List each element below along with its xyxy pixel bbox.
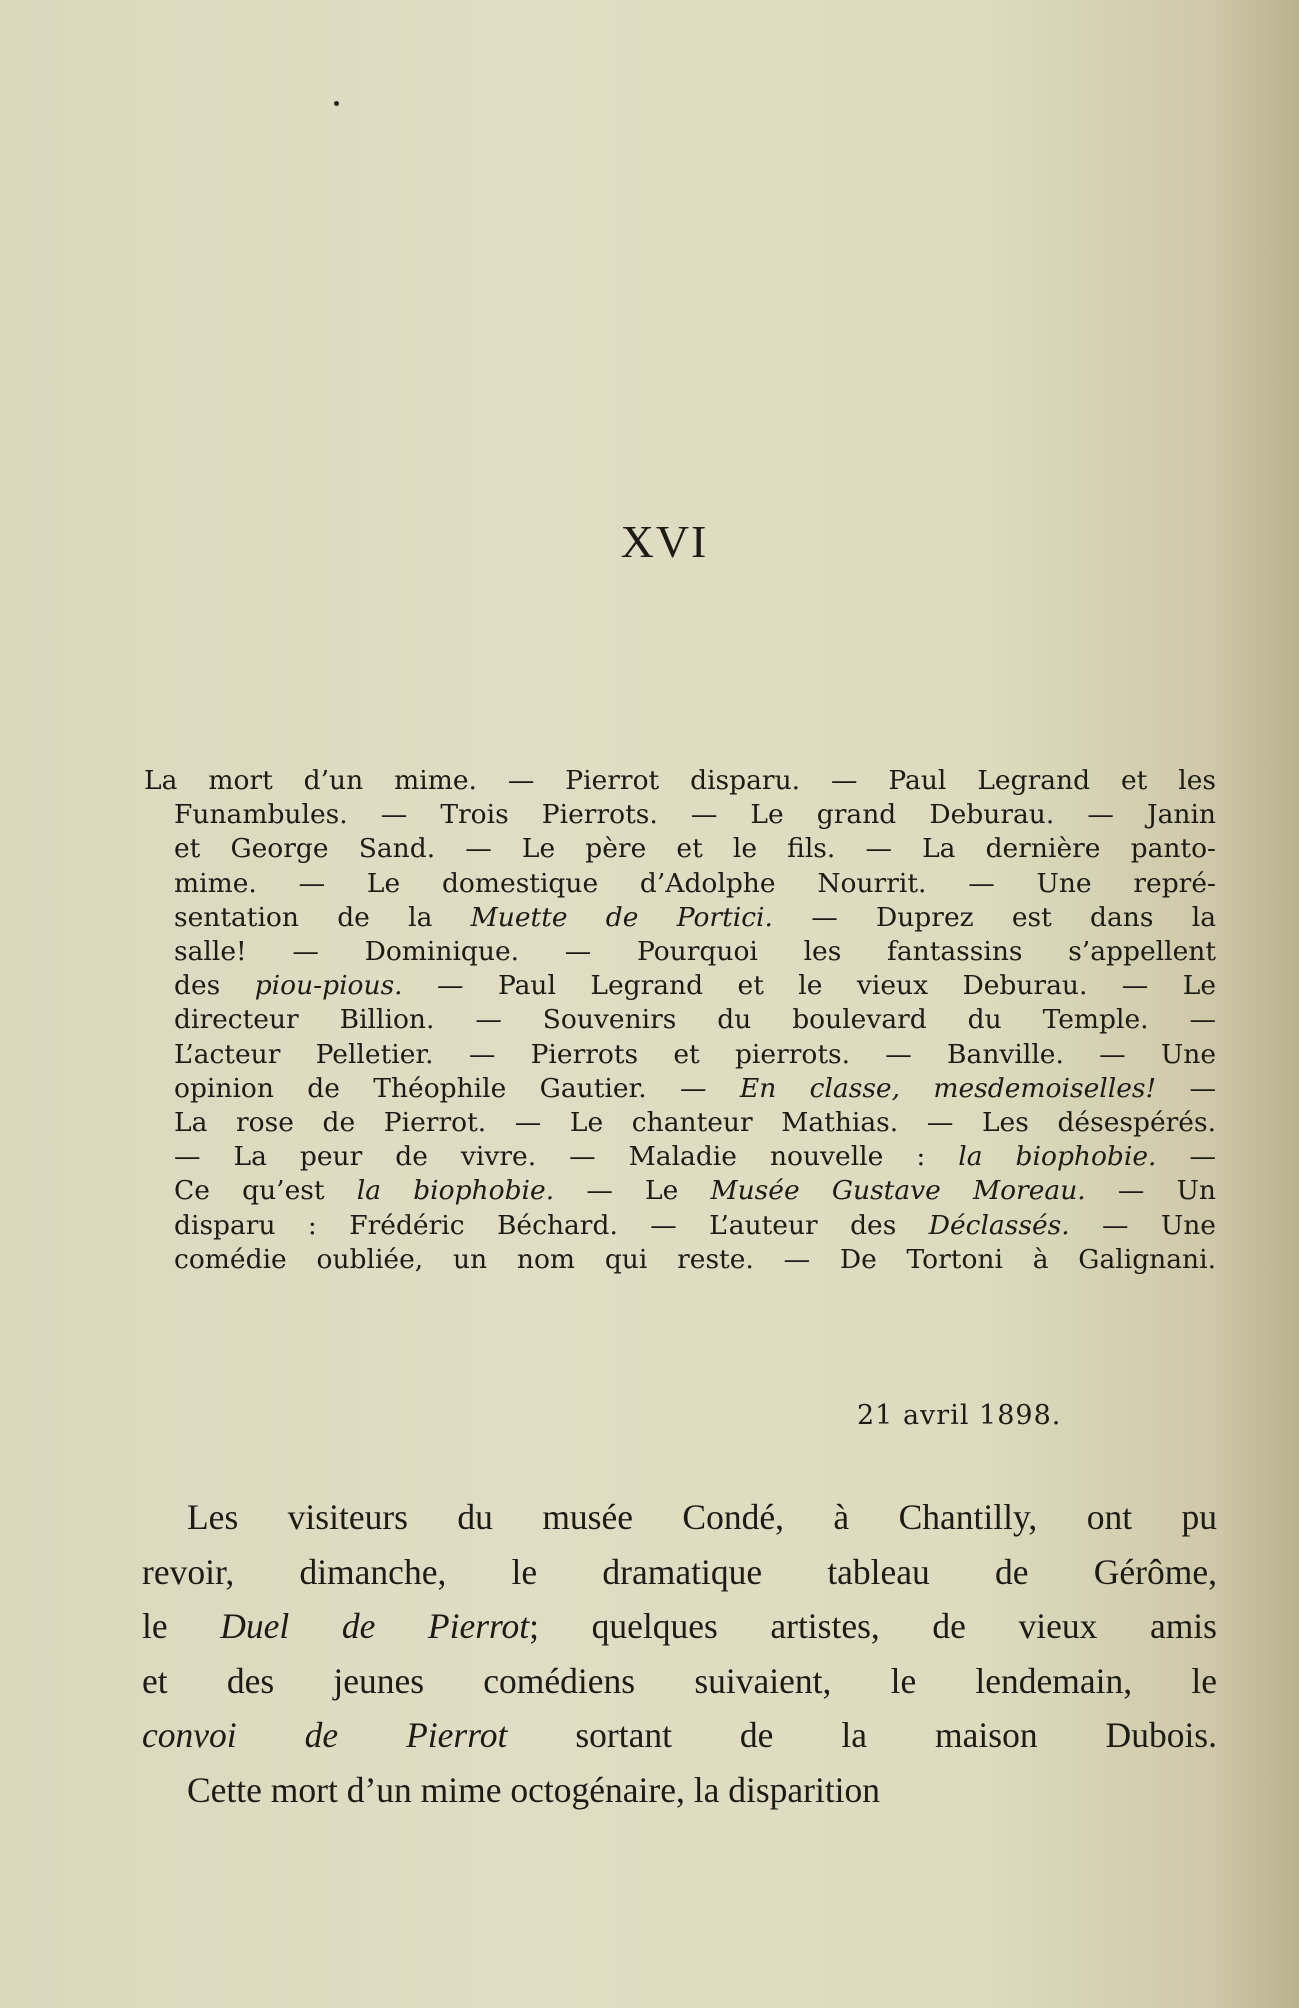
italic-text: la biophobie. (356, 1175, 555, 1207)
chapter-date: 21 avril 1898. (857, 1400, 1062, 1431)
text-segment: Ce qu’est (174, 1175, 357, 1207)
summary-line (144, 1106, 1216, 1140)
body-line (142, 1708, 1217, 1763)
summary-line (144, 935, 1216, 969)
text-segment: revoir, dimanche, le dramatique tableau de Gérôme, (142, 1551, 1217, 1592)
text-segment: La rose de Pierrot. — Le chanteur Mathias. — Les désespérés. (174, 1107, 1216, 1139)
chapter-summary (144, 764, 1216, 1277)
summary-line (144, 1072, 1216, 1106)
italic-text: Musée Gustave Moreau. (710, 1175, 1086, 1207)
text-segment: Les visiteurs du musée Condé, à Chantilly, ont pu (187, 1497, 1217, 1537)
italic-text: piou-pious. (254, 970, 403, 1002)
body-line (142, 1490, 1217, 1545)
summary-line (144, 798, 1216, 832)
text-segment: sortant de la maison Dubois. (507, 1715, 1217, 1756)
text-segment: — Une (1069, 1209, 1216, 1241)
text-segment: directeur Billion. — Souvenirs du boulevard du Temple. — (174, 1004, 1216, 1036)
text-segment: — (1156, 1072, 1216, 1104)
text-segment: Cette mort d’un mime octogénaire, la disparition (187, 1769, 881, 1810)
text-segment: — Duprez est dans la (772, 901, 1217, 933)
summary-line (144, 1174, 1216, 1208)
text-segment: mime. — Le domestique d’Adolphe Nourrit. — Une repré- (174, 867, 1216, 899)
italic-text: convoi de Pierrot (142, 1715, 508, 1756)
text-segment: disparu : Frédéric Béchard. — L’auteur des (174, 1209, 929, 1241)
text-segment: — (1156, 1141, 1216, 1173)
summary-line (144, 1243, 1216, 1277)
text-segment: le (142, 1606, 221, 1647)
text-segment: et des jeunes comédiens suivaient, le lendemain, le (142, 1660, 1217, 1701)
text-segment: salle! — Dominique. — Pourquoi les fantassins s’appellent (174, 936, 1216, 968)
summary-line (144, 832, 1216, 866)
summary-line (144, 1038, 1216, 1072)
text-segment: opinion de Théophile Gautier. — (174, 1072, 740, 1104)
summary-line (144, 1140, 1216, 1174)
chapter-heading: XVI (620, 516, 709, 567)
italic-text: En classe, mesdemoiselles! (739, 1072, 1157, 1104)
italic-text: Duel de Pierrot (220, 1606, 530, 1647)
body-line (142, 1654, 1217, 1709)
body-line (142, 1599, 1217, 1654)
text-segment: — Le (554, 1175, 711, 1207)
italic-text: la biophobie. (958, 1141, 1157, 1173)
text-segment: comédie oubliée, un nom qui reste. — De Tortoni à Galignani. (174, 1243, 1216, 1275)
text-segment: des (174, 970, 255, 1002)
text-segment: et George Sand. — Le père et le fils. — La dernière panto- (174, 833, 1216, 865)
text-segment: — Un (1085, 1175, 1216, 1207)
text-segment: — La peur de vivre. — Maladie nouvelle : (174, 1141, 959, 1173)
text-segment: ; quelques artistes, de vieux amis (529, 1606, 1217, 1647)
text-segment: L’acteur Pelletier. — Pierrots et pierrots. — Banville. — Une (174, 1038, 1216, 1070)
ink-speck (334, 101, 339, 106)
text-segment: sentation de la (174, 901, 471, 933)
summary-line (144, 867, 1216, 901)
text-segment: — Paul Legrand et le vieux Deburau. — Le (402, 970, 1216, 1002)
text-segment: Funambules. — Trois Pierrots. — Le grand Deburau. — Janin (174, 799, 1216, 831)
summary-line (144, 901, 1216, 935)
body-line (142, 1545, 1217, 1600)
italic-text: Muette de Portici. (470, 901, 773, 933)
summary-line (144, 1003, 1216, 1037)
italic-text: Déclassés. (928, 1209, 1070, 1241)
summary-line (144, 764, 1216, 798)
text-segment: La mort d’un mime. — Pierrot disparu. — Paul Legrand et les (144, 765, 1216, 796)
summary-line (144, 1209, 1216, 1243)
body-text (142, 1490, 1217, 1818)
summary-line (144, 969, 1216, 1003)
body-line (142, 1763, 1217, 1818)
